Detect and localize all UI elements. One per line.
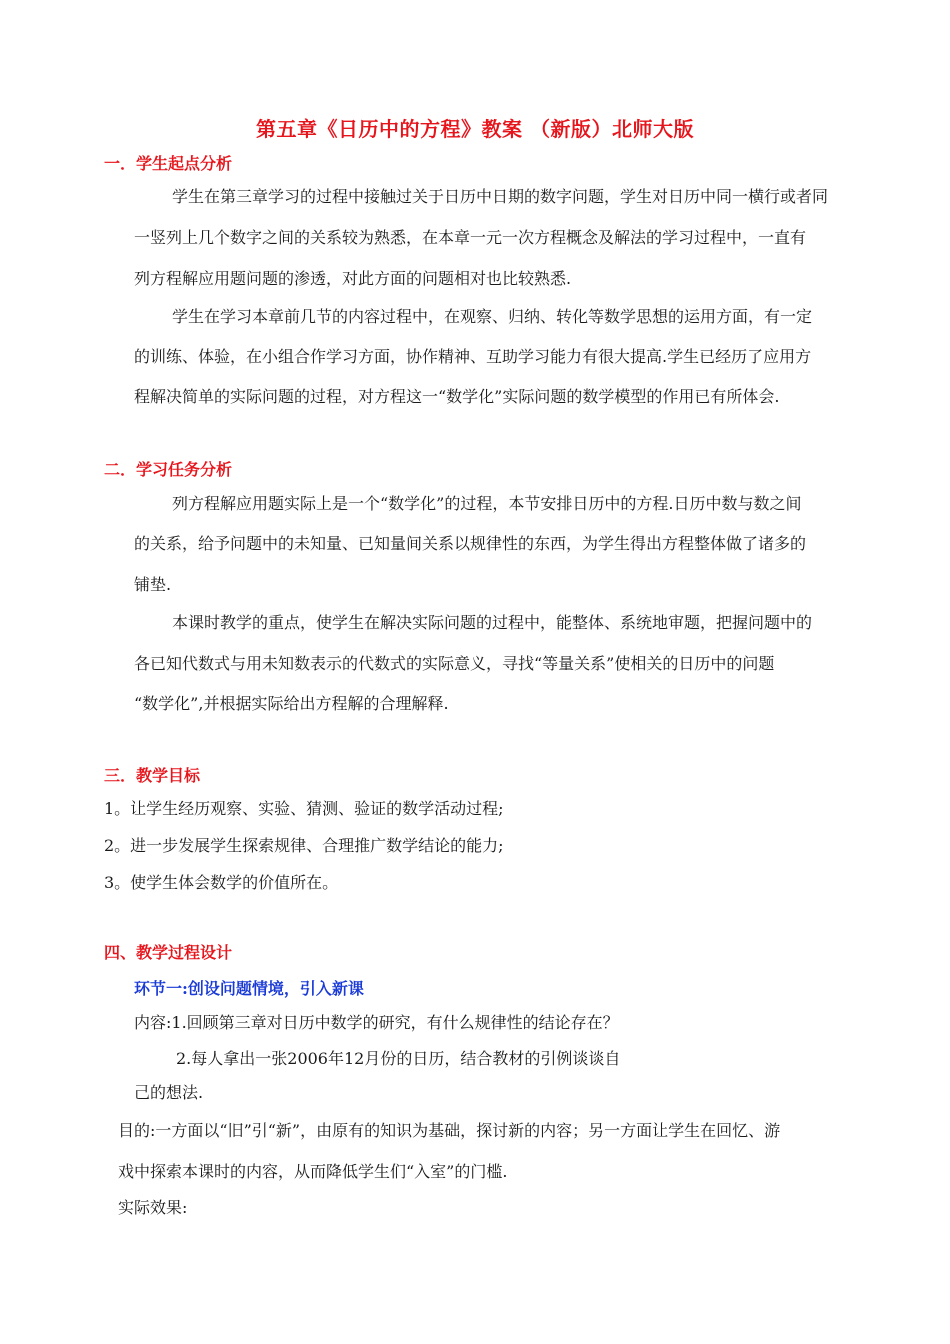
section-heading-2: 二．学习任务分析	[104, 460, 233, 479]
paragraph-line: 一竖列上几个数字之间的关系较为熟悉，在本章一元一次方程概念及解法的学习过程中，一直有	[134, 228, 807, 247]
section-heading-1: 一．学生起点分析	[104, 154, 233, 173]
paragraph-line: 的关系，给予问题中的未知量、已知量间关系以规律性的东西，为学生得出方程整体做了诸多的	[134, 534, 807, 553]
purpose-line: 戏中探索本课时的内容，从而降低学生们“入室”的门槛.	[118, 1162, 508, 1181]
subsection-heading: 环节一:创设问题情境，引入新课	[134, 979, 364, 998]
purpose-line: 目的:一方面以“旧”引“新”，由原有的知识为基础，探讨新的内容；另一方面让学生在回忆、游	[118, 1121, 781, 1140]
paragraph-line: 学生在第三章学习的过程中接触过关于日历中日期的数字问题，学生对日历中同一横行或者同	[172, 187, 829, 206]
paragraph-line: 列方程解应用题实际上是一个“数学化”的过程，本节安排日历中的方程.日历中数与数之间	[172, 494, 802, 513]
paragraph-line: 学生在学习本章前几节的内容过程中，在观察、归纳、转化等数学思想的运用方面，有一定	[172, 307, 813, 326]
paragraph-line: 各已知代数式与用未知数表示的代数式的实际意义，寻找“等量关系”使相关的日历中的问题	[134, 654, 775, 673]
section-heading-3: 三．教学目标	[104, 766, 201, 785]
section-heading-4: 四、教学过程设计	[104, 943, 233, 962]
list-item: 3。使学生体会数学的价值所在。	[104, 873, 339, 892]
effect-line: 实际效果:	[118, 1198, 188, 1217]
document-title: 第五章《日历中的方程》教案 （新版）北师大版	[256, 117, 694, 141]
paragraph-line: 本课时教学的重点，使学生在解决实际问题的过程中，能整体、系统地审题，把握问题中的	[172, 613, 813, 632]
content-line: 内容:1.回顾第三章对日历中数学的研究，有什么规律性的结论存在？	[134, 1013, 619, 1032]
list-item: 2。进一步发展学生探索规律、合理推广数学结论的能力;	[104, 836, 504, 855]
list-item: 1。让学生经历观察、实验、猜测、验证的数学活动过程;	[104, 799, 504, 818]
content-line: 2.每人拿出一张2006年12月份的日历，结合教材的引例谈谈自	[176, 1049, 621, 1068]
content-line: 己的想法.	[134, 1083, 204, 1102]
paragraph-line: 铺垫.	[134, 575, 172, 594]
paragraph-line: 程解决简单的实际问题的过程，对方程这一“数学化”实际问题的数学模型的作用已有所体会.	[134, 387, 780, 406]
paragraph-line: 的训练、体验，在小组合作学习方面，协作精神、互助学习能力有很大提高.学生已经历了应用方	[134, 347, 812, 366]
paragraph-line: “数学化”,并根据实际给出方程解的合理解释.	[134, 694, 449, 713]
paragraph-line: 列方程解应用题问题的渗透，对此方面的问题相对也比较熟悉.	[134, 269, 572, 288]
